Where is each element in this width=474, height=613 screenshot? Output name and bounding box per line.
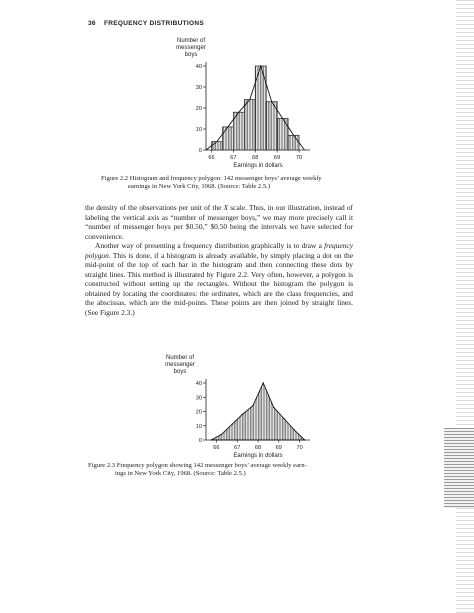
y-tick-label: 10 bbox=[195, 423, 202, 430]
polygon-vertex bbox=[263, 382, 264, 383]
histogram-bar bbox=[288, 135, 299, 150]
x-axis-label: Earnings in dollars bbox=[233, 163, 283, 169]
fig22-caption-line2: earnings in New York City, 1968. (Source: Table 2.5.) bbox=[128, 183, 271, 191]
x-tick-label: 66 bbox=[213, 445, 220, 451]
fig22-ylabel-line1: Number of bbox=[176, 38, 205, 44]
fig23-ylabel bbox=[160, 355, 200, 375]
frequency-polygon-area bbox=[211, 383, 305, 440]
x-tick-label: 68 bbox=[252, 155, 259, 161]
polygon-vertex bbox=[242, 414, 243, 415]
polygon-vertex bbox=[221, 434, 222, 435]
fig23-ylabel-line2: messenger bbox=[165, 361, 195, 368]
histogram-bar bbox=[211, 142, 222, 150]
x-axis-label: Earnings in dollars bbox=[233, 453, 283, 459]
body-text bbox=[85, 203, 353, 318]
polygon-vertex bbox=[283, 418, 284, 419]
y-tick-label: 0 bbox=[198, 438, 202, 444]
x-tick-label: 67 bbox=[234, 445, 241, 451]
y-tick-label: 20 bbox=[195, 409, 202, 416]
polygon-vertex bbox=[294, 429, 295, 430]
histogram-bar bbox=[222, 127, 233, 150]
fig22-ylabel-line2: messenger bbox=[176, 44, 206, 51]
figure-2-3-chart bbox=[170, 377, 320, 465]
fig22-ylabel bbox=[171, 38, 211, 58]
paragraph-1: the density of the observations per unit of the X scale. Thus, in our illustration, instead of labeling the vertical axis as “number of messenger boys,” we may more precisely call it “number of messenger boys per $0.50,” $0.50 being the intervals we have selected for convenience. bbox=[85, 203, 354, 241]
fig23-caption-line2: ings in New York City, 1968. (Source: Table 2.5.) bbox=[115, 470, 246, 478]
running-head: FREQUENCY DISTRIBUTIONS bbox=[104, 20, 204, 27]
y-tick-label: 40 bbox=[195, 381, 202, 387]
polygon-vertex bbox=[304, 439, 305, 440]
scan-edge-artifact bbox=[456, 0, 474, 613]
fig23-caption-line1: Figure 2.3 Frequency polygon showing 142 messenger boys’ average weekly earn- bbox=[88, 462, 307, 469]
figure-2-3-caption bbox=[88, 462, 408, 479]
figure-2-2-chart bbox=[180, 58, 320, 176]
fig23-ylabel-line1: Number of bbox=[165, 355, 194, 361]
y-tick-label: 10 bbox=[195, 127, 202, 133]
y-tick-label: 30 bbox=[195, 85, 202, 91]
figure-2-2-caption bbox=[101, 175, 401, 192]
y-tick-label: 0 bbox=[198, 148, 202, 154]
x-tick-label: 70 bbox=[295, 155, 303, 161]
x-tick-label: 69 bbox=[274, 155, 281, 161]
fig23-ylabel-line3: boys bbox=[173, 368, 187, 375]
paragraph-2: Another way of presenting a frequency distribution graphically is to draw a frequency polygon. This is done, if a histogram is already available, by simply placing a dot on the mid-point of the top of each bar in the histogram and then connecting these dots by straight lines. This method is illustrated by Figure 2.2. Very often, however, a polygon is constructed without setting up the rectangles. Without the histogram the polygon is obtained by locating the coordinates: the ordinates, which are the class frequencies, and the abscissas, which are the mid-points. These points are then joined by straight lines. (See Figure 2.3.) bbox=[85, 241, 353, 318]
x-tick-label: 68 bbox=[254, 445, 262, 451]
x-tick-label: 66 bbox=[208, 155, 215, 161]
x-tick-label: 70 bbox=[296, 445, 303, 451]
y-tick-label: 40 bbox=[195, 64, 202, 70]
polygon-vertex bbox=[252, 405, 253, 406]
page-number: 36 bbox=[88, 20, 96, 27]
polygon-vertex bbox=[273, 407, 274, 408]
scan-edge-block bbox=[444, 428, 474, 508]
fig22-ylabel-line3: boys bbox=[184, 51, 198, 58]
histogram-bar bbox=[277, 119, 288, 151]
fig22-caption-line1: Figure 2.2 Histogram and frequency polygon: 142 messenger boys’ average weekly bbox=[101, 175, 322, 182]
polygon-vertex bbox=[231, 424, 232, 425]
x-tick-label: 69 bbox=[275, 445, 282, 451]
polygon-vertex bbox=[211, 439, 212, 440]
histogram-bar bbox=[266, 102, 277, 150]
y-tick-label: 20 bbox=[195, 106, 202, 112]
y-tick-label: 30 bbox=[195, 395, 202, 402]
x-tick-label: 67 bbox=[230, 155, 237, 161]
histogram-bar bbox=[244, 100, 255, 150]
